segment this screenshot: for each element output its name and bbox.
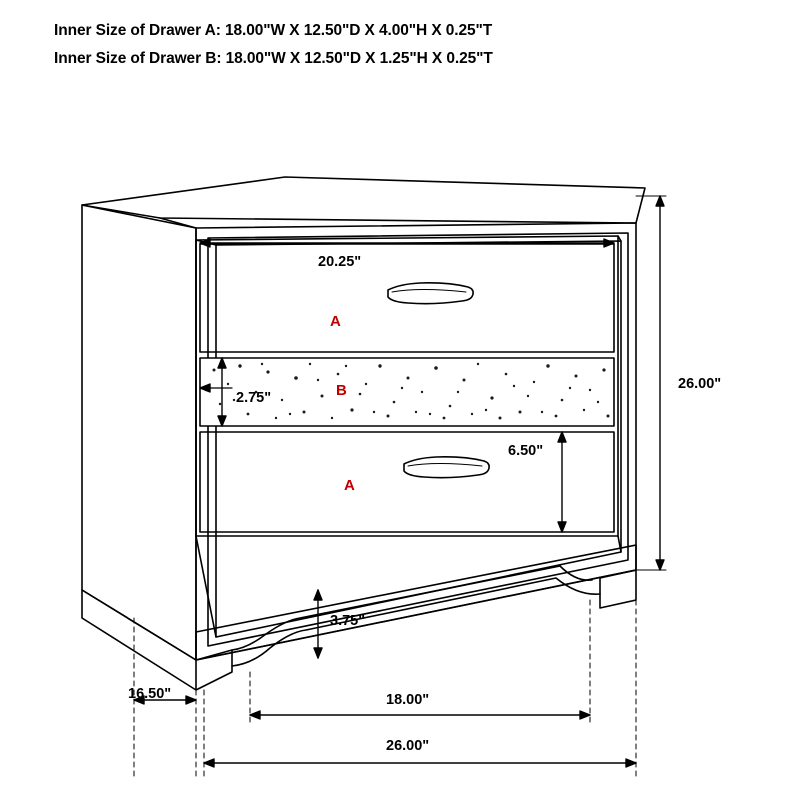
witness-lines — [134, 600, 636, 776]
cabinet-top — [82, 177, 645, 223]
dim-label-leg-height: 3.75" — [330, 613, 366, 629]
drawer-a-bottom-handle — [404, 457, 489, 478]
spec-drawer-b: Inner Size of Drawer B: 18.00"W X 12.50"D X 1.25"H X 0.25"T — [54, 50, 493, 67]
dim-label-overall-width: 26.00" — [386, 738, 430, 754]
dim-label-band-height: 2.75" — [236, 390, 272, 406]
drawer-a-top-handle — [388, 283, 473, 304]
callout-accent-band-b: B — [336, 382, 347, 399]
dim-label-lower-drawer: 6.50" — [508, 443, 544, 459]
callout-drawer-a-bottom: A — [344, 477, 355, 494]
spec-drawer-a: Inner Size of Drawer A: 18.00"W X 12.50"D X 4.00"H X 0.25"T — [54, 22, 493, 39]
dim-label-depth: 16.50" — [128, 686, 172, 702]
dim-label-overall-height: 26.00" — [678, 376, 722, 392]
callout-drawer-a-top: A — [330, 313, 341, 330]
leg-rear-left — [82, 590, 196, 690]
drawer-a-bottom-face — [200, 432, 614, 532]
dim-label-drawer-width: 20.25" — [318, 254, 362, 270]
cabinet-left-side — [82, 205, 196, 660]
drawer-a-top-face — [200, 244, 614, 352]
dim-label-footspan: 18.00" — [386, 692, 430, 708]
